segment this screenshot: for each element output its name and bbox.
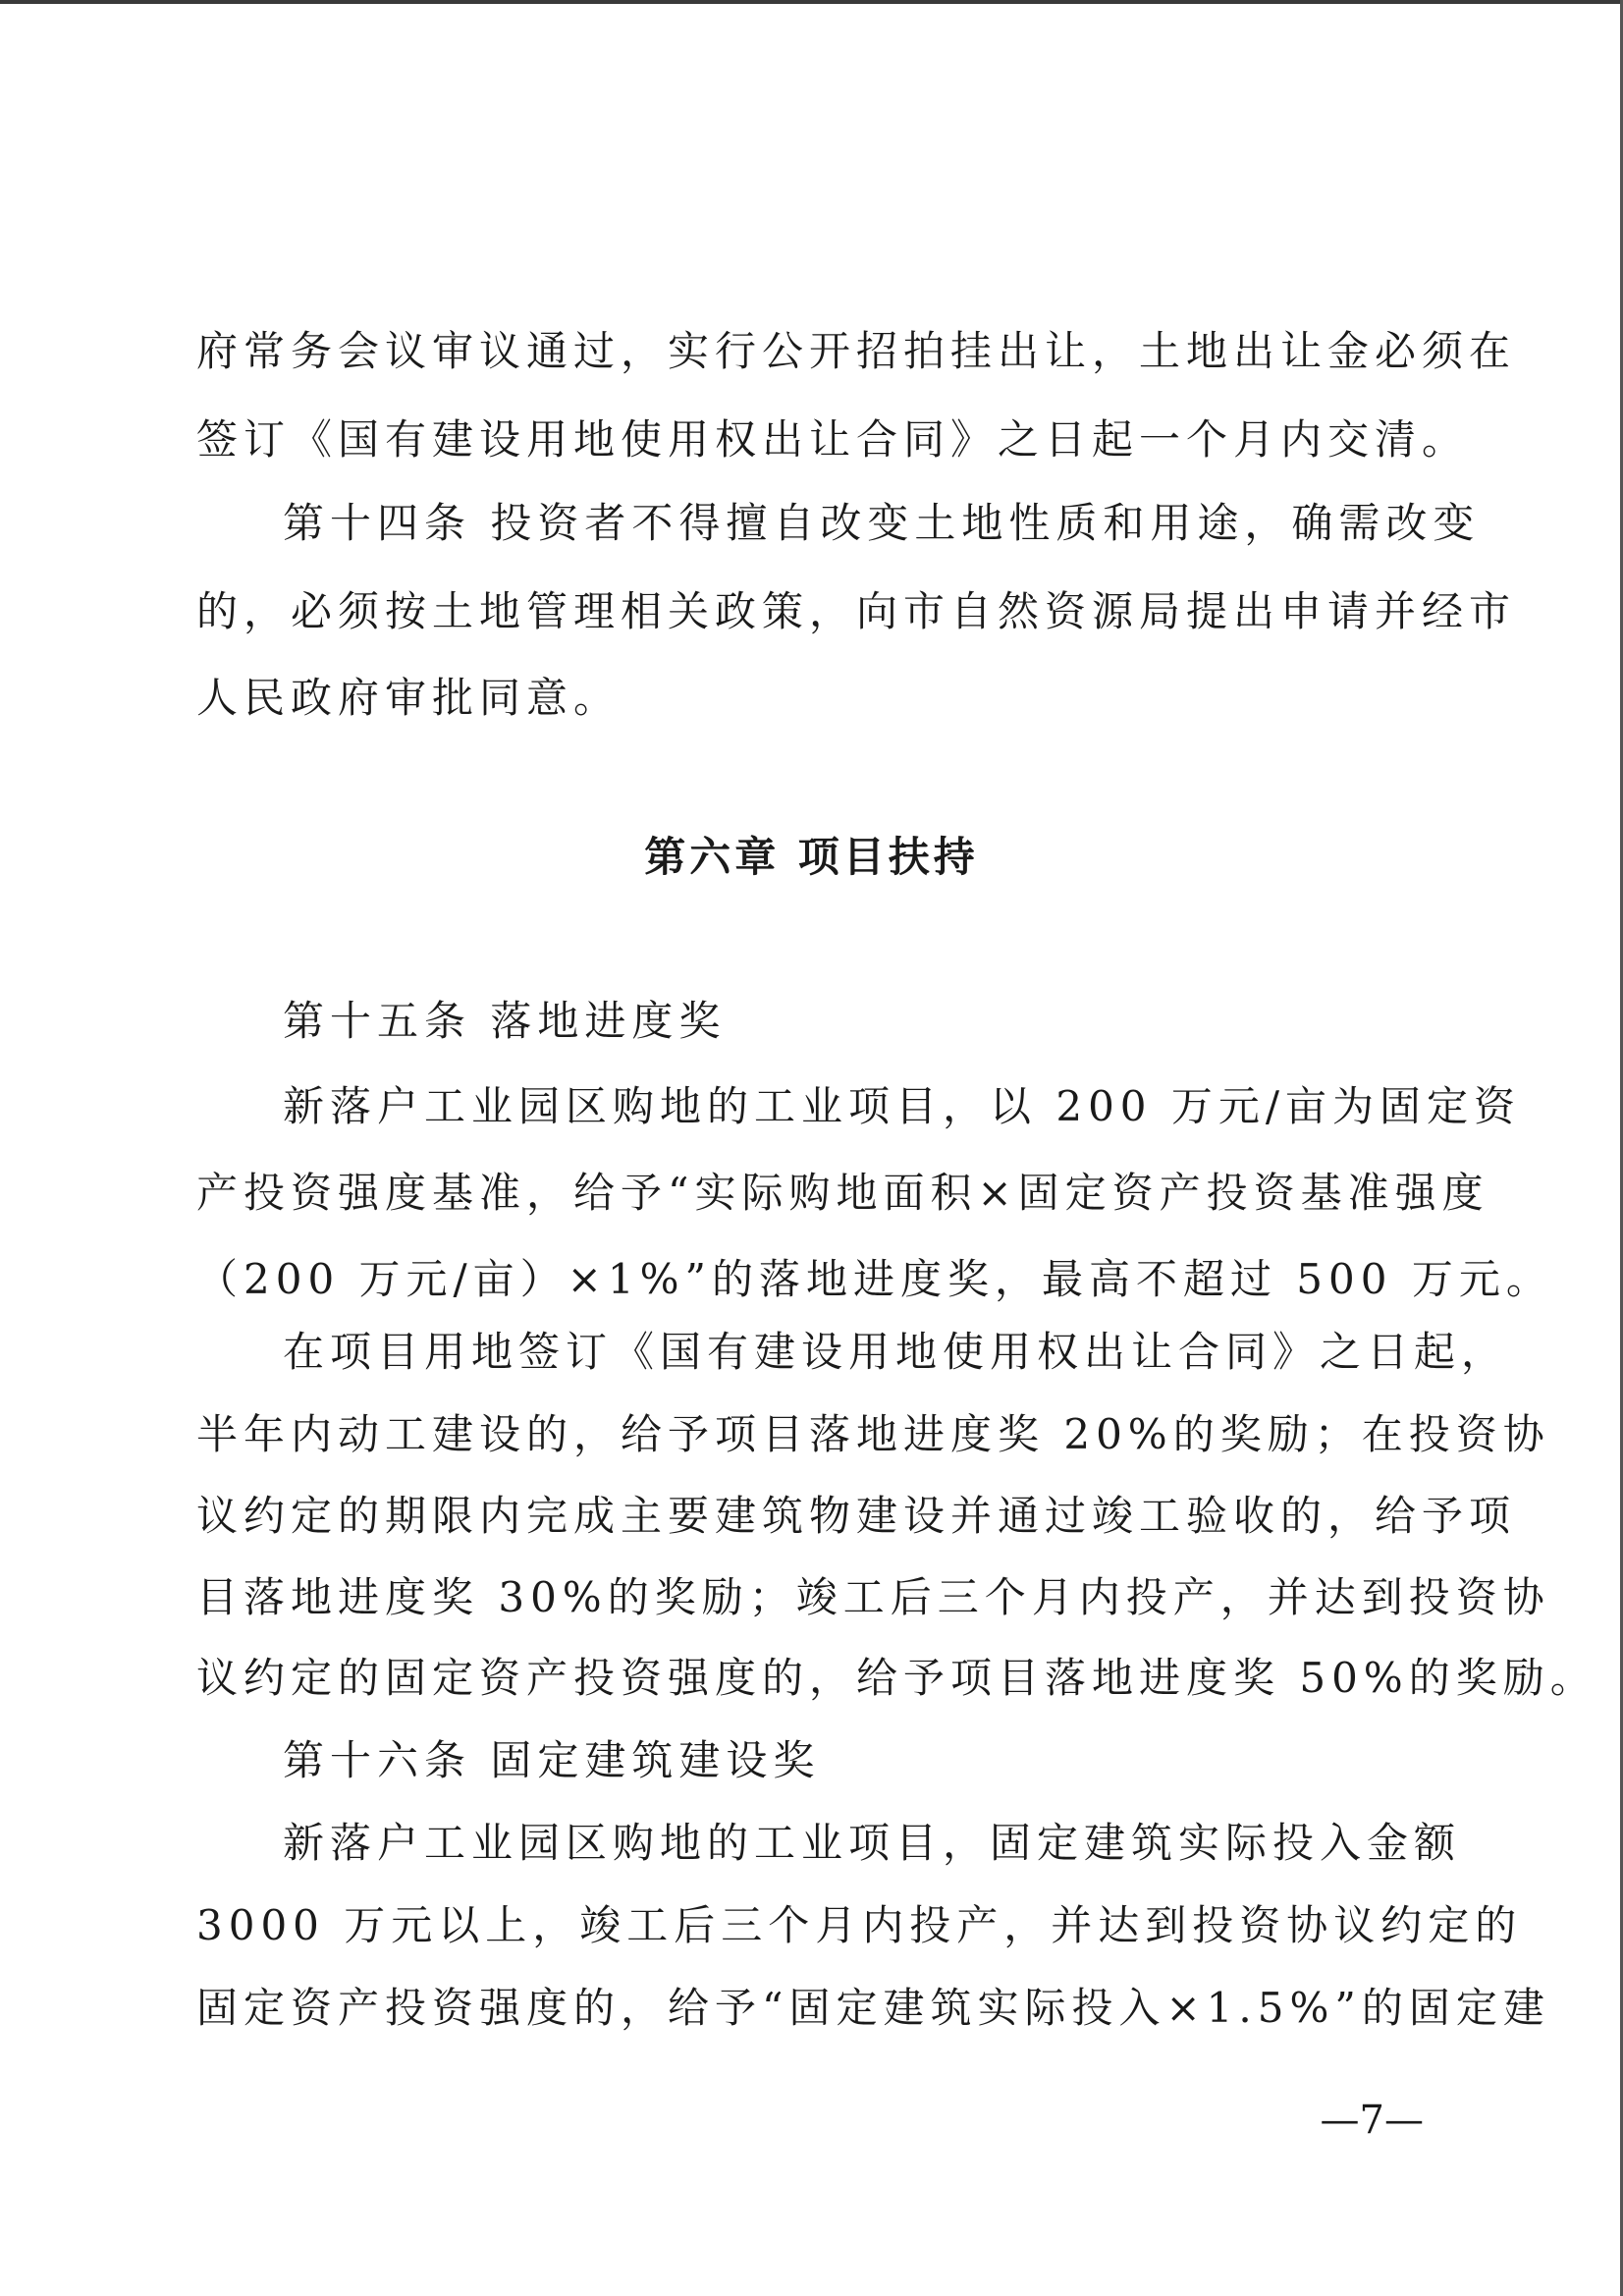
body-line: 新落户工业园区购地的工业项目，固定建筑实际投入金额: [283, 1819, 1462, 1867]
body-line: 固定资产投资强度的，给予“固定建筑实际投入×1.5%”的固定建: [196, 1984, 1550, 2032]
body-line: 产投资强度基准，给予“实际购地面积×固定资产投资基准强度: [196, 1169, 1489, 1217]
body-line: 府常务会议审议通过，实行公开招拍挂出让，土地出让金必须在: [196, 327, 1517, 375]
body-line: 3000 万元以上，竣工后三个月内投产，并达到投资协议约定的: [196, 1901, 1523, 1949]
body-line: 议约定的固定资产投资强度的，给予项目落地进度奖 50%的奖励。: [196, 1654, 1597, 1702]
body-line: 半年内动工建设的，给予项目落地进度奖 20%的奖励；在投资协: [196, 1410, 1550, 1458]
scan-edge-top: [0, 0, 1623, 4]
body-line: 新落户工业园区购地的工业项目，以 200 万元/亩为固定资: [283, 1082, 1522, 1130]
chapter-title: 第六章 项目扶持: [644, 833, 979, 881]
article-16-heading: 第十六条 固定建筑建设奖: [283, 1736, 821, 1784]
body-line: 议约定的期限内完成主要建筑物建设并通过竣工验收的，给予项: [196, 1492, 1517, 1540]
body-line: （200 万元/亩）×1%”的落地进度奖，最高不超过 500 万元。: [196, 1255, 1553, 1303]
page-number: —7—: [1320, 2098, 1424, 2143]
body-line: 签订《国有建设用地使用权出让合同》之日起一个月内交清。: [196, 415, 1470, 464]
article-15-heading: 第十五条 落地进度奖: [283, 997, 727, 1045]
body-line: 人民政府审批同意。: [196, 674, 622, 722]
article-14-line: 第十四条 投资者不得擅自改变土地性质和用途，确需改变: [283, 499, 1481, 547]
body-line: 目落地进度奖 30%的奖励；竣工后三个月内投产，并达到投资协: [196, 1573, 1550, 1621]
body-line: 的，必须按土地管理相关政策，向市自然资源局提出申请并经市: [196, 587, 1517, 635]
body-line: 在项目用地签订《国有建设用地使用权出让合同》之日起，: [283, 1328, 1509, 1376]
